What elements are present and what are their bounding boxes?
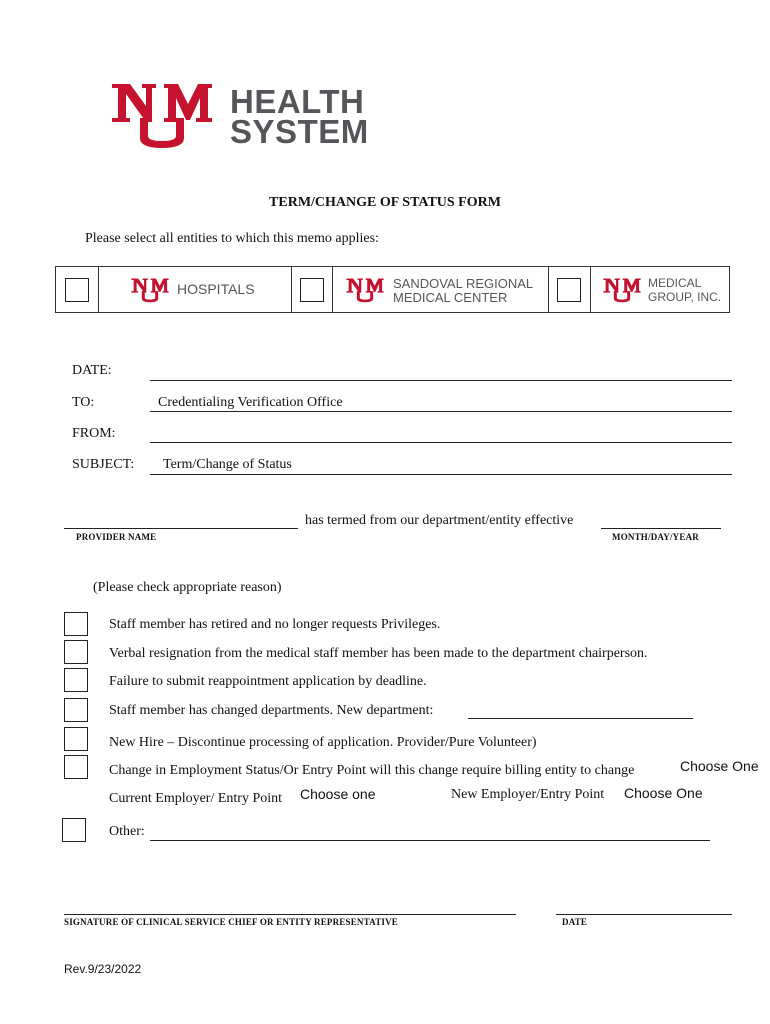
reason-new-hire-checkbox[interactable]	[64, 727, 88, 751]
billing-entity-select[interactable]: Choose One	[680, 758, 759, 774]
provider-name-label: PROVIDER NAME	[76, 532, 157, 542]
entity-medical-group-label-1: MEDICAL	[648, 276, 702, 290]
signature-line[interactable]	[64, 914, 516, 915]
reason-failure: Failure to submit reappointment application by deadline.	[109, 674, 427, 689]
to-field-line	[150, 411, 732, 412]
medical-group-logo	[602, 277, 642, 308]
sandoval-logo	[345, 277, 385, 308]
date-label: DATE:	[72, 363, 112, 378]
reason-changed-dept: Staff member has changed departments. New department:	[109, 703, 434, 718]
reason-employment-change-checkbox[interactable]	[64, 755, 88, 779]
entity-divider	[548, 266, 549, 313]
new-employer-label: New Employer/Entry Point	[451, 787, 605, 802]
reason-employment-change: Change in Employment Status/Or Entry Point will this change require billing entity to change	[109, 763, 635, 778]
from-field-line[interactable]	[150, 442, 732, 443]
termed-sentence: has termed from our department/entity effective	[305, 513, 574, 528]
signature-date-label: DATE	[562, 917, 588, 927]
brand-line-2: SYSTEM	[230, 113, 369, 150]
new-department-line[interactable]	[468, 718, 693, 719]
reason-intro: (Please check appropriate reason)	[93, 580, 282, 595]
hospitals-checkbox[interactable]	[65, 278, 89, 302]
subject-value[interactable]: Term/Change of Status	[163, 457, 292, 472]
effective-date-line[interactable]	[601, 528, 721, 529]
entity-sandoval-label-2: MEDICAL CENTER	[393, 290, 508, 305]
entity-divider	[590, 266, 591, 313]
signature-date-line[interactable]	[556, 914, 732, 915]
unm-logo-mark	[110, 80, 214, 150]
new-employer-select[interactable]: Choose One	[624, 785, 703, 801]
provider-name-line[interactable]	[64, 528, 298, 529]
reason-resignation-checkbox[interactable]	[64, 640, 88, 664]
brand-line-1: HEALTH	[230, 83, 365, 120]
unm-mini-logo	[130, 277, 170, 303]
form-title: TERM/CHANGE OF STATUS FORM	[269, 195, 501, 210]
entity-divider	[291, 266, 292, 313]
reason-retired: Staff member has retired and no longer requests Privileges.	[109, 617, 441, 632]
subject-field-line	[150, 474, 732, 475]
reason-resignation: Verbal resignation from the medical staff member has been made to the department chairperson.	[109, 646, 648, 661]
current-employer-select[interactable]: Choose one	[300, 786, 376, 802]
from-label: FROM:	[72, 426, 116, 441]
date-field-line[interactable]	[150, 380, 732, 381]
entity-sandoval-label-1: SANDOVAL REGIONAL	[393, 276, 534, 291]
to-value[interactable]: Credentialing Verification Office	[158, 395, 343, 410]
sandoval-checkbox[interactable]	[300, 278, 324, 302]
reason-failure-checkbox[interactable]	[64, 668, 88, 692]
entity-divider	[332, 266, 333, 313]
effective-date-label: MONTH/DAY/YEAR	[612, 532, 699, 542]
unm-mini-logo	[602, 277, 642, 303]
reason-new-hire: New Hire – Discontinue processing of application. Provider/Pure Volunteer)	[109, 735, 537, 750]
to-label: TO:	[72, 395, 95, 410]
unm-mini-logo	[345, 277, 385, 303]
signature-label: SIGNATURE OF CLINICAL SERVICE CHIEF OR ENTITY REPRESENTATIVE	[64, 917, 398, 927]
hospitals-logo	[130, 277, 170, 308]
reason-other-checkbox[interactable]	[62, 818, 86, 842]
entity-hospitals-label: HOSPITALS	[177, 281, 255, 297]
entity-divider	[98, 266, 99, 313]
unm-logo	[110, 80, 214, 150]
other-label: Other:	[109, 824, 145, 839]
reason-retired-checkbox[interactable]	[64, 612, 88, 636]
entity-medical-group-label-2: GROUP, INC.	[648, 290, 722, 304]
subject-label: SUBJECT:	[72, 457, 135, 472]
current-employer-label: Current Employer/ Entry Point	[109, 791, 283, 806]
revision-date: Rev.9/23/2022	[64, 962, 142, 976]
reason-changed-dept-checkbox[interactable]	[64, 698, 88, 722]
other-field-line[interactable]	[150, 840, 710, 841]
medical-group-checkbox[interactable]	[557, 278, 581, 302]
form-instruction: Please select all entities to which this memo applies:	[85, 231, 379, 246]
